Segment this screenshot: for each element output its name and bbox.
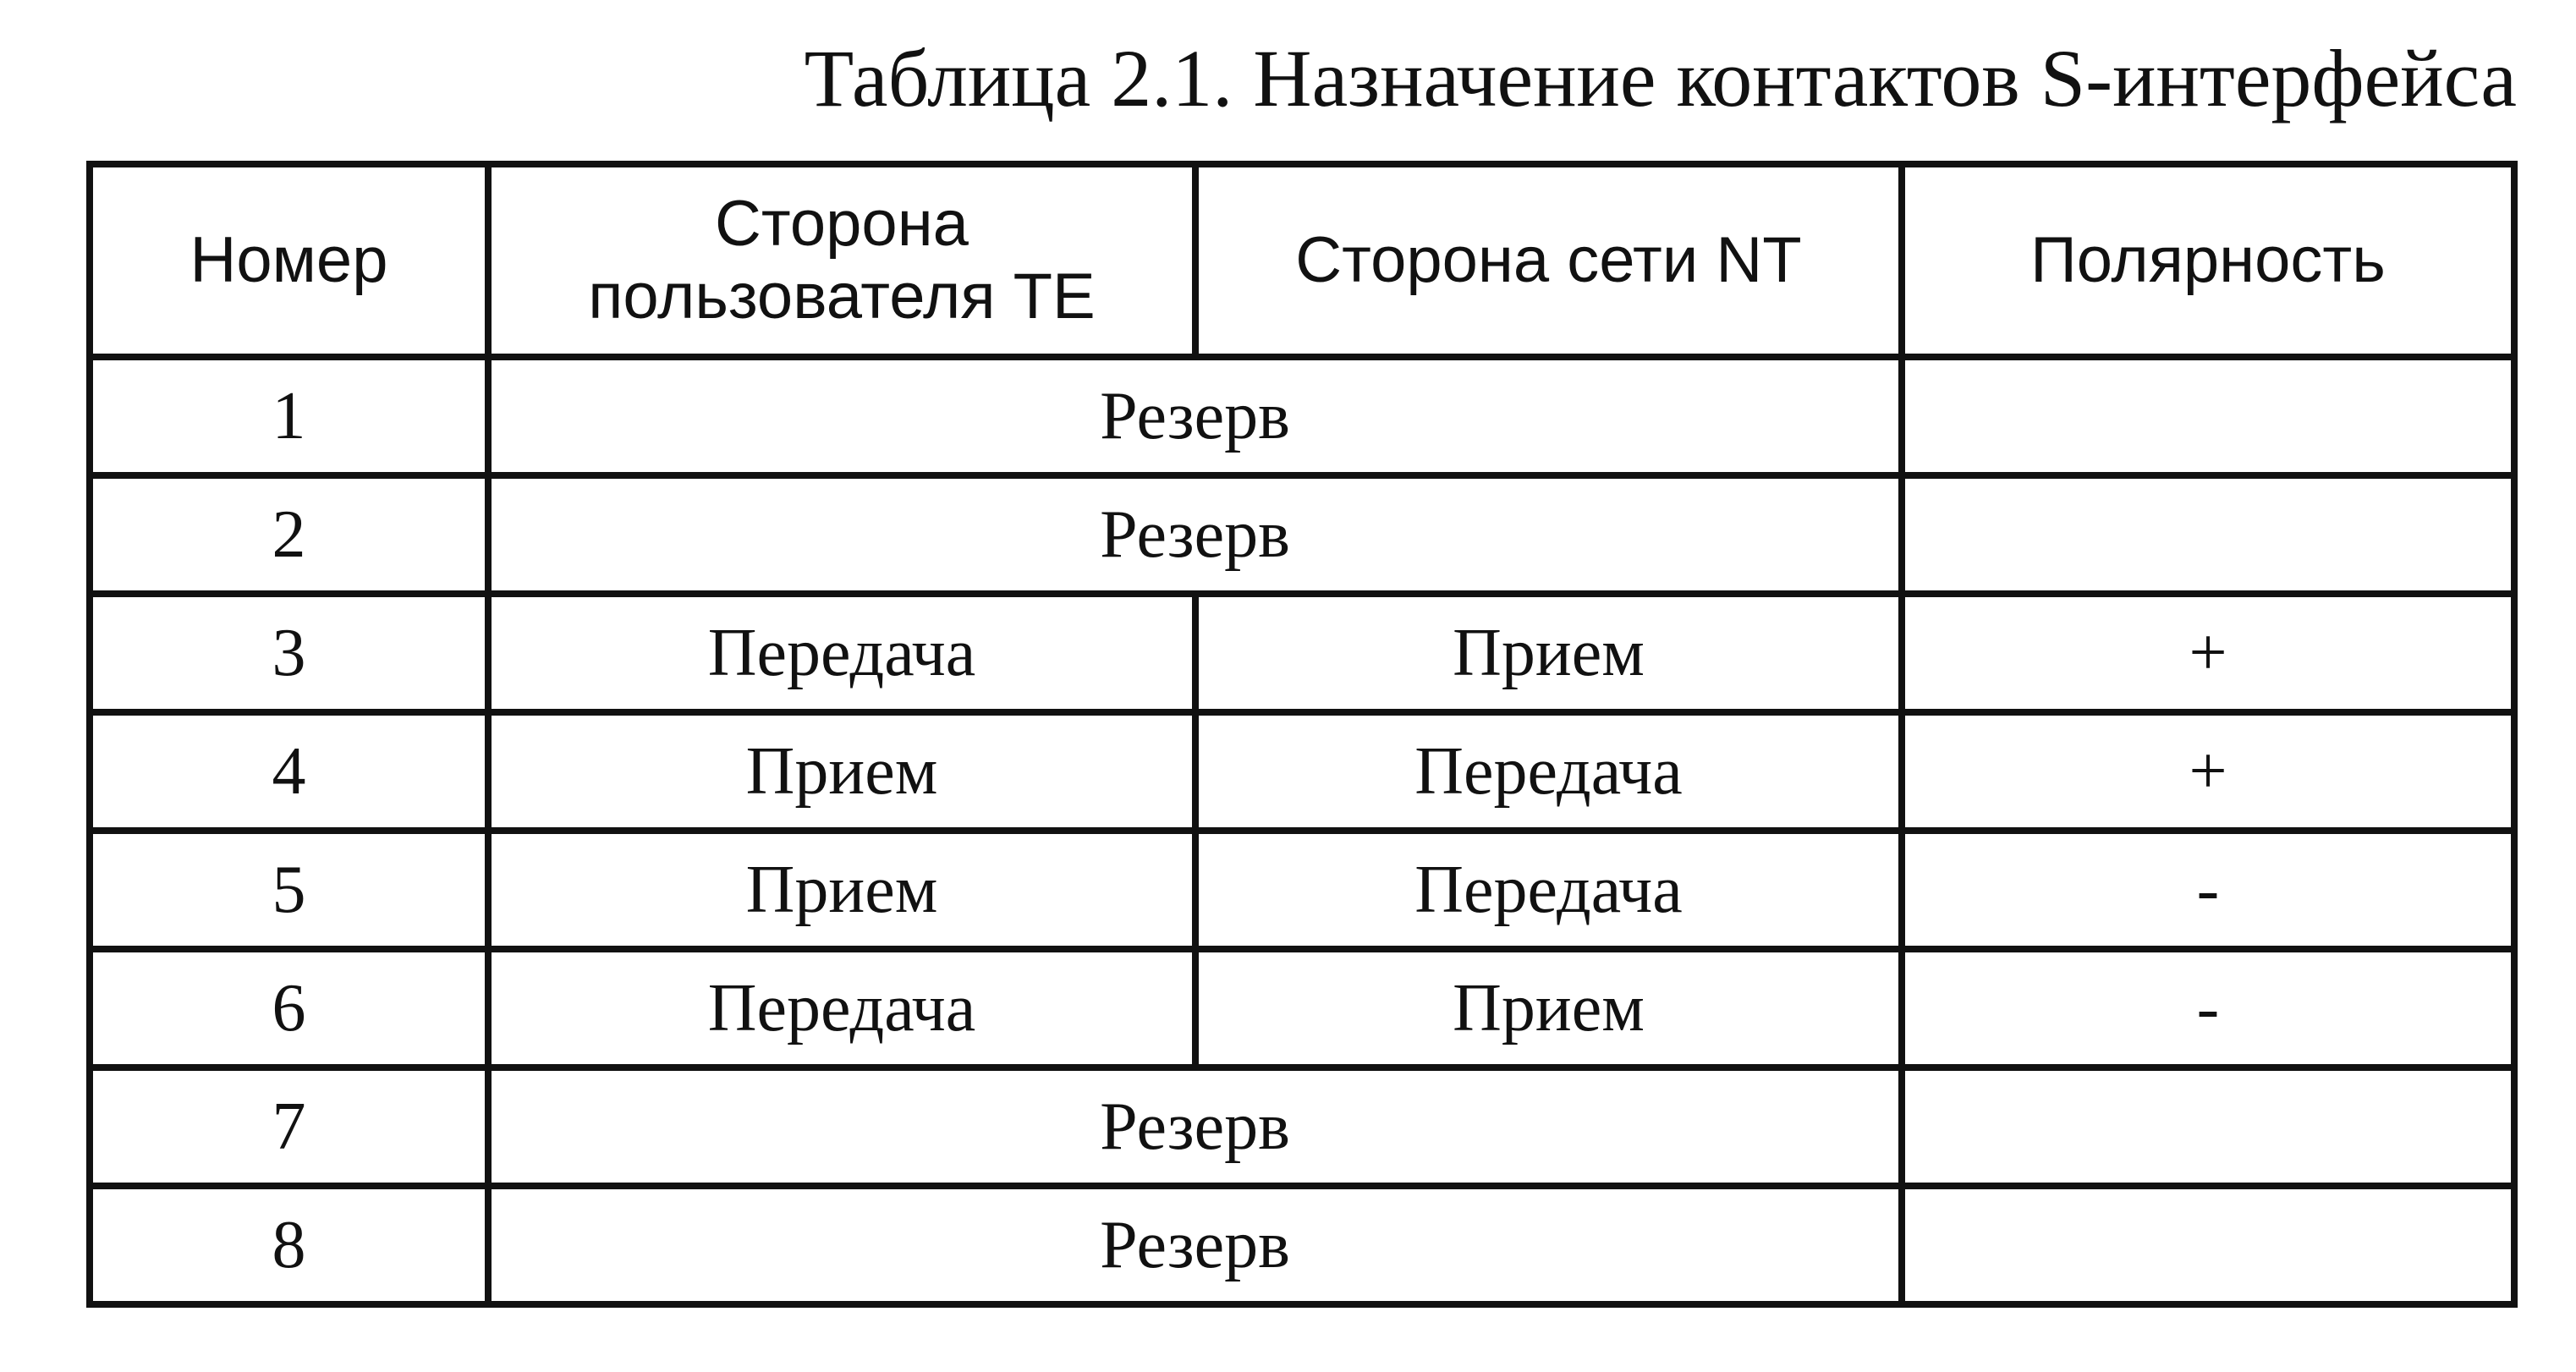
- header-te-side-line1: Сторона: [715, 188, 969, 260]
- cell-number: 5: [90, 831, 488, 949]
- table-row: [90, 712, 2514, 831]
- cell-polarity: [1902, 357, 2514, 475]
- cell-nt-side: Передача: [1195, 712, 1902, 831]
- cell-te-side: Передача: [488, 594, 1195, 712]
- table-row: [90, 831, 2514, 949]
- header-polarity: Полярность: [1902, 164, 2514, 357]
- header-number: Номер: [90, 164, 488, 357]
- table-row: [90, 949, 2514, 1067]
- cell-number: 2: [90, 475, 488, 594]
- header-row: [90, 164, 2514, 357]
- table-row: [90, 475, 2514, 594]
- table-body: [90, 357, 2514, 1304]
- cell-number: 3: [90, 594, 488, 712]
- cell-polarity: -: [1902, 949, 2514, 1067]
- cell-reserve: Резерв: [488, 1186, 1902, 1304]
- cell-te-side: Прием: [488, 831, 1195, 949]
- cell-polarity: [1902, 1186, 2514, 1304]
- table-row: [90, 1186, 2514, 1304]
- cell-reserve: Резерв: [488, 475, 1902, 594]
- table-row: [90, 357, 2514, 475]
- cell-polarity: [1902, 475, 2514, 594]
- cell-polarity: [1902, 1067, 2514, 1186]
- cell-te-side: Прием: [488, 712, 1195, 831]
- cell-polarity: +: [1902, 594, 2514, 712]
- cell-reserve: Резерв: [488, 1067, 1902, 1186]
- header-nt-side: Сторона сети NT: [1195, 164, 1902, 357]
- table-header: [90, 164, 2514, 357]
- cell-polarity: -: [1902, 831, 2514, 949]
- cell-number: 6: [90, 949, 488, 1067]
- cell-polarity: +: [1902, 712, 2514, 831]
- cell-nt-side: Прием: [1195, 594, 1902, 712]
- table-row: [90, 1067, 2514, 1186]
- header-te-side: [488, 164, 1195, 357]
- table-row: [90, 594, 2514, 712]
- header-te-side-line2: пользователя ТЕ: [588, 261, 1096, 332]
- cell-number: 4: [90, 712, 488, 831]
- cell-nt-side: Прием: [1195, 949, 1902, 1067]
- cell-te-side: Передача: [488, 949, 1195, 1067]
- cell-number: 8: [90, 1186, 488, 1304]
- cell-nt-side: Передача: [1195, 831, 1902, 949]
- cell-number: 7: [90, 1067, 488, 1186]
- cell-number: 1: [90, 357, 488, 475]
- table-caption: Таблица 2.1. Назначение контактов S-интерфейса: [804, 33, 2517, 123]
- cell-reserve: Резерв: [488, 357, 1902, 475]
- contacts-table: [86, 161, 2518, 1308]
